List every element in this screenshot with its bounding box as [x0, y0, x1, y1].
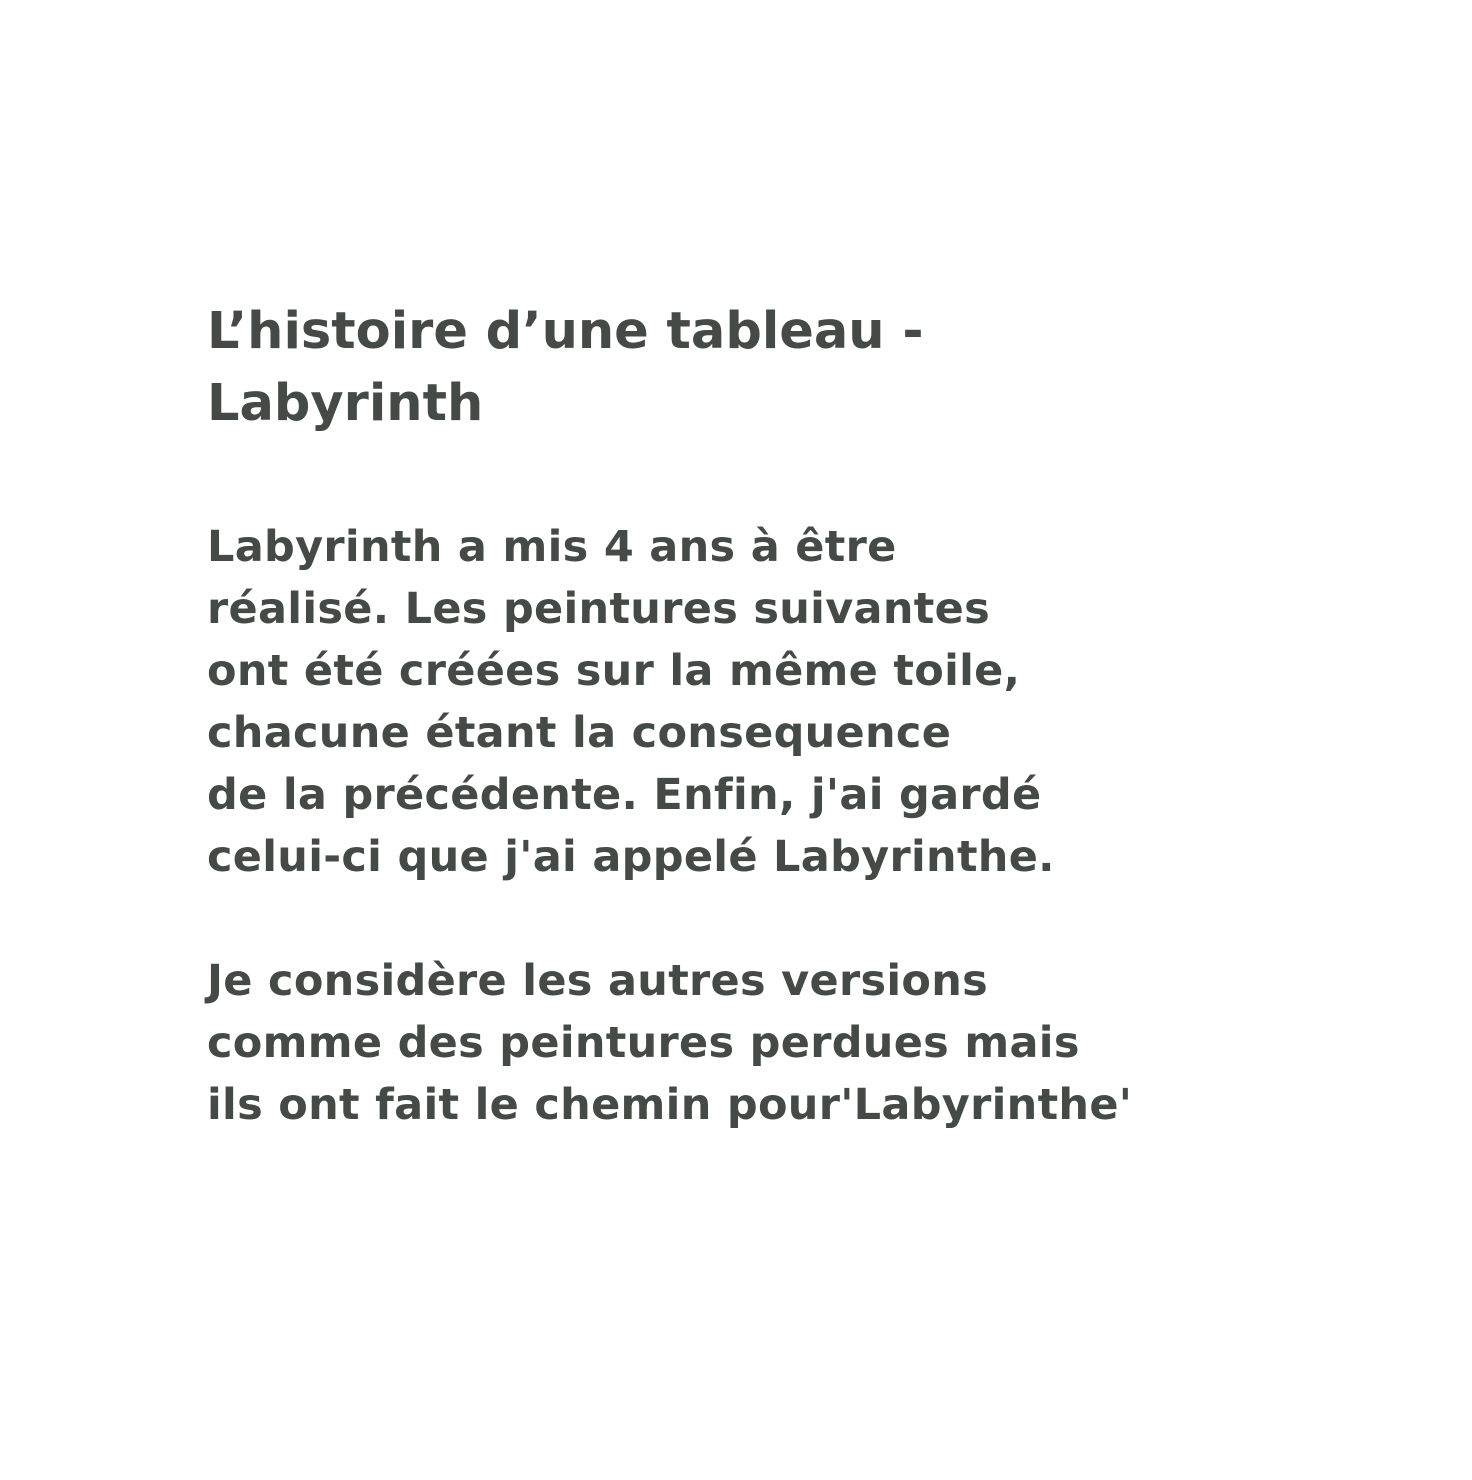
paragraph-line: comme des peintures perdues mais	[207, 1018, 1080, 1068]
title-line: L’histoire d’une tableau -	[207, 302, 924, 361]
paragraph-line: de la précédente. Enfin, j'ai gardé	[207, 770, 1042, 820]
title-line: Labyrinth	[207, 374, 484, 433]
paragraph-1	[207, 516, 1407, 888]
page-title	[207, 296, 1407, 440]
paragraph-line: chacune étant la consequence	[207, 708, 952, 758]
paragraph-line: ont été créées sur la même toile,	[207, 646, 1021, 696]
paragraph-line: Labyrinth a mis 4 ans à être	[207, 522, 897, 572]
text-block	[207, 296, 1407, 1136]
paragraph-line: celui-ci que j'ai appelé Labyrinthe.	[207, 832, 1055, 882]
paragraph-line: réalisé. Les peintures suivantes	[207, 584, 990, 634]
paragraph-line: Je considère les autres versions	[207, 956, 989, 1006]
paragraph-line: ils ont fait le chemin pour'Labyrinthe'	[207, 1080, 1133, 1130]
paragraph-2	[207, 950, 1407, 1136]
